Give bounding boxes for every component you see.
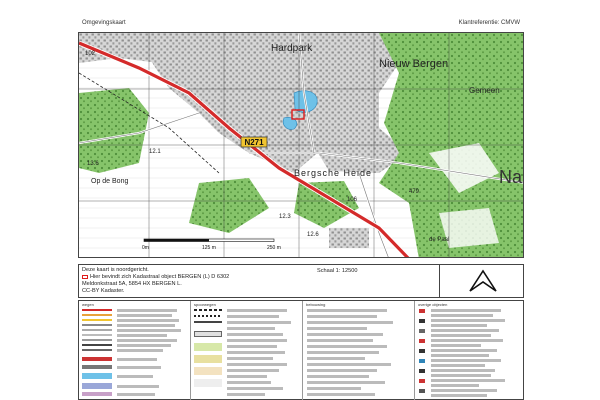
sheet-title: Omgevingskaart [82, 20, 126, 26]
svg-text:125 m: 125 m [202, 245, 216, 251]
place-label: Hardpark [271, 43, 313, 54]
svg-text:106: 106 [347, 197, 358, 203]
place-label: de Paal [429, 237, 450, 243]
svg-text:479: 479 [409, 189, 420, 195]
legend-column-buildings: bebouwing [303, 301, 415, 400]
svg-text:102: 102 [85, 51, 96, 57]
svg-text:12.3: 12.3 [279, 214, 291, 220]
place-label: Bergsche Heide [294, 168, 373, 178]
legend-column-rail: spoorwegen [191, 301, 303, 400]
map-info-box [78, 264, 524, 298]
svg-text:13.6: 13.6 [87, 161, 99, 167]
object-description: Hier bevindt zich Kadastraal object BERGEN (L) D 6302 [82, 274, 229, 280]
place-label: Nieuw Bergen [379, 58, 449, 70]
legend-column-other: overige objecten [415, 301, 525, 400]
orientation-note: Deze kaart is noordgericht. [82, 267, 149, 273]
scale-ratio: Schaal 1: 12500 [317, 268, 358, 274]
svg-text:12.1: 12.1 [149, 149, 161, 155]
place-label: Gemeen [469, 86, 500, 95]
map-sheet [78, 14, 524, 400]
place-label: Op de Bong [91, 178, 129, 185]
north-arrow-icon [440, 265, 526, 297]
legend-column-roads: wegen [79, 301, 191, 400]
client-reference: Klantreferentie: CMVW [458, 20, 520, 26]
topographic-map[interactable] [78, 32, 524, 258]
place-label: Na [499, 167, 523, 187]
object-address: Meldonkstraat 5A, 5854 HX BERGEN L. [82, 281, 182, 287]
svg-text:0m: 0m [142, 245, 149, 251]
north-arrow [439, 265, 525, 297]
object-marker-icon [82, 275, 88, 279]
road-label: N271 [244, 138, 264, 147]
map-legend [78, 300, 524, 400]
svg-text:250 m: 250 m [267, 245, 281, 251]
svg-text:12.6: 12.6 [307, 232, 319, 238]
license-note: CC-BY Kadaster. [82, 288, 125, 294]
